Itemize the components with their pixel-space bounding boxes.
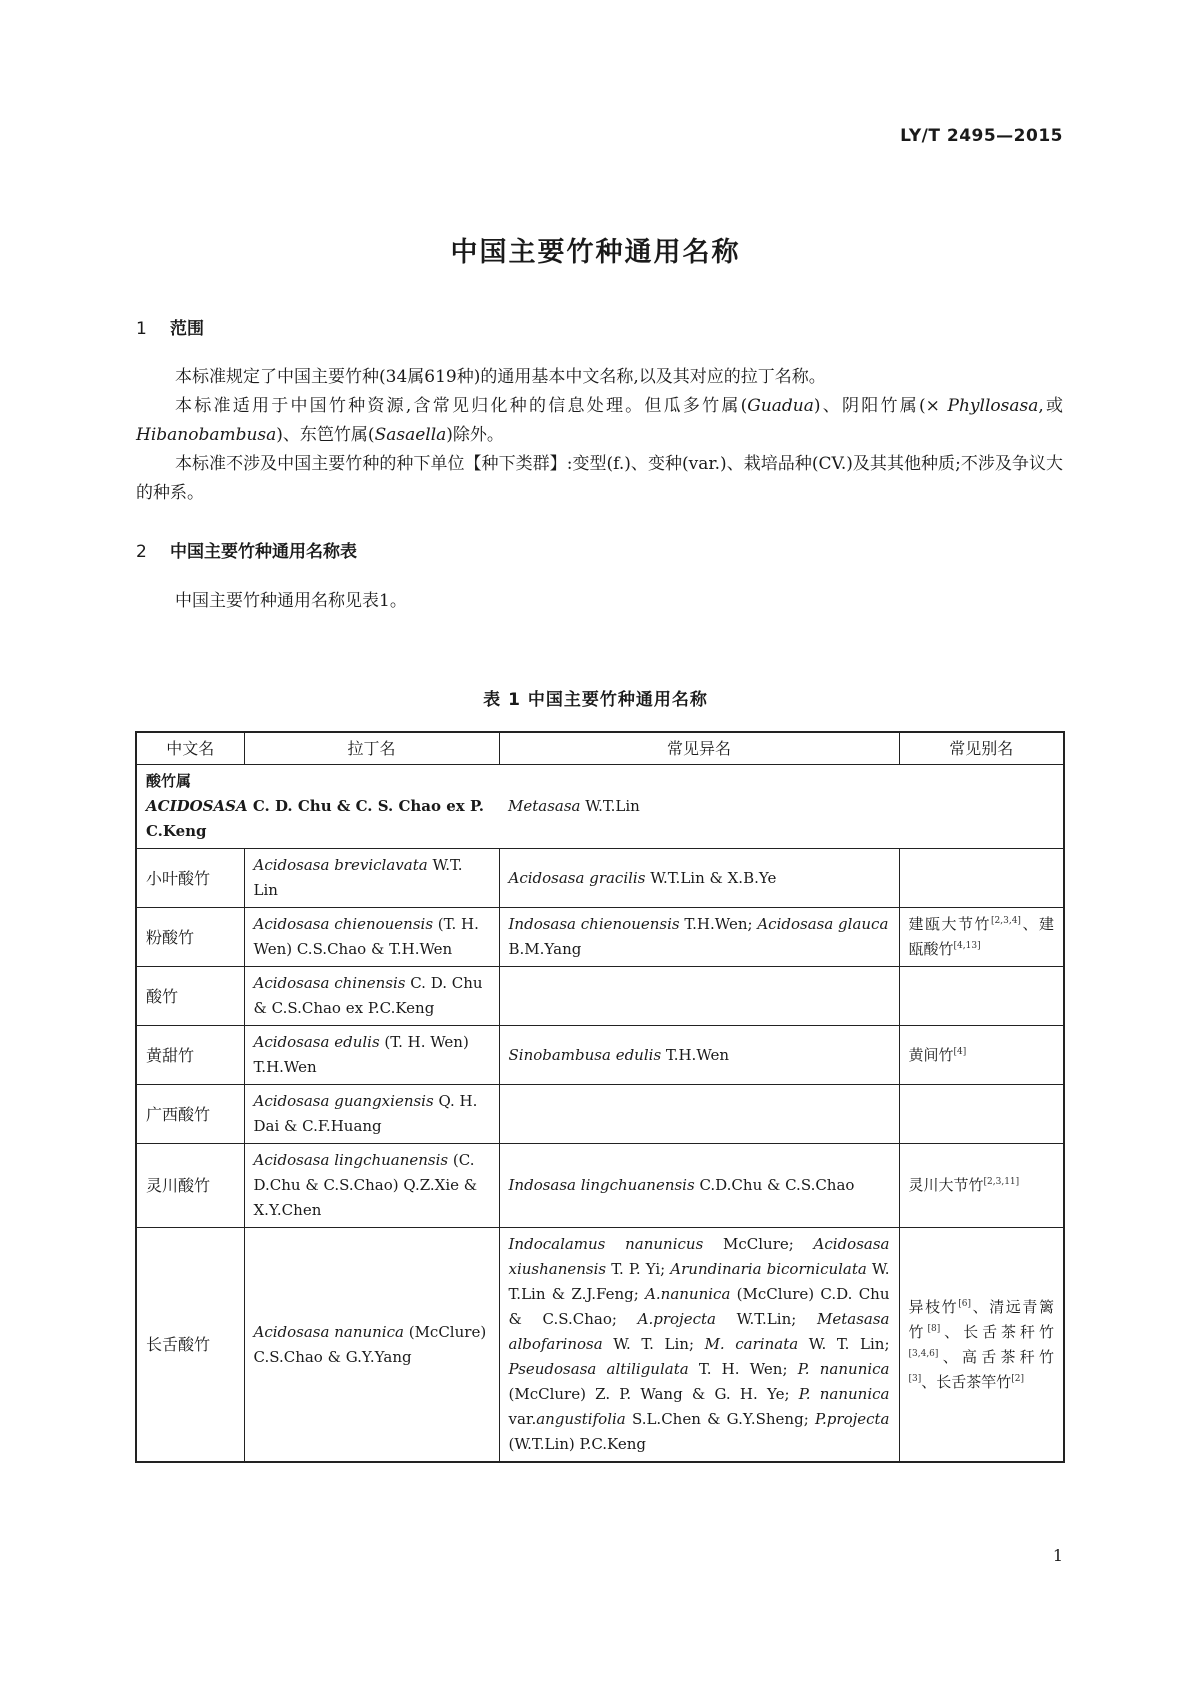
alias-separator: 、 <box>1020 915 1039 933</box>
section-number: 2 <box>136 542 147 562</box>
latin-species-name: Acidosasa lingchuanensis <box>253 1151 449 1169</box>
species-row <box>136 849 1064 908</box>
genus-synonym-cell <box>499 765 1064 849</box>
aliases-cell <box>899 908 1064 967</box>
latin-species-name: Acidosasa nanunica <box>253 1322 404 1341</box>
synonym-author: (W.T.Lin) P.C.Keng <box>508 1435 646 1453</box>
latin-author: W.T. Lin <box>253 856 463 899</box>
chinese-name-cell: 小叶酸竹 <box>136 849 244 908</box>
section-heading-table <box>136 537 357 562</box>
citation-ref: [2] <box>1011 1373 1025 1384</box>
alias-separator: 、 <box>938 1347 962 1366</box>
genus-name: Sasaella <box>374 425 447 445</box>
chinese-name-cell: 灵川酸竹 <box>136 1144 244 1228</box>
aliases-cell <box>899 1144 1064 1228</box>
latin-species-name: Acidosasa breviclavata <box>253 856 428 874</box>
page-title: 中国主要竹种通用名称 <box>450 237 741 268</box>
alias-name: 高舌茶秆竹 <box>961 1347 1054 1366</box>
synonym-author: (McClure) C.D. Chu & C.S.Chao; <box>508 1285 890 1328</box>
citation-ref: [3,4,6] <box>908 1348 939 1359</box>
citation-ref: [2,3,11] <box>983 1177 1020 1187</box>
synonyms-cell <box>499 849 899 908</box>
alias-separator: 、 <box>971 1297 990 1316</box>
alias-separator: 、 <box>940 1322 964 1341</box>
synonym-author: T. H. Wen; <box>688 1360 798 1378</box>
column-header-aliases: 常见别名 <box>899 732 1064 765</box>
latin-author: (C. D.Chu & C.S.Chao) Q.Z.Xie & X.Y.Chen <box>253 1151 478 1219</box>
synonym-author: (McClure) Z. P. Wang & G. H. Ye; <box>508 1385 799 1403</box>
synonym-name: P. nanunica <box>797 1360 890 1378</box>
genus-latin-genus: ACIDOSASA <box>146 797 248 815</box>
latin-name-cell <box>244 1085 499 1144</box>
synonym-name: Sinobambusa edulis <box>508 1045 662 1064</box>
species-row <box>136 908 1064 967</box>
aliases-cell <box>899 967 1064 1026</box>
section-number: 1 <box>136 319 147 339</box>
chinese-name-cell: 广西酸竹 <box>136 1085 244 1144</box>
genus-synonym-author: W.T.Lin <box>580 797 640 815</box>
citation-ref: [3] <box>908 1373 922 1384</box>
latin-author: C. D. Chu & C.S.Chao ex P.C.Keng <box>253 974 483 1017</box>
synonym-name: A.projecta <box>637 1310 716 1328</box>
genus-latin-name <box>146 794 490 844</box>
scope-paragraph-1: 本标准规定了中国主要竹种(34属619种)的通用基本中文名称,以及其对应的拉丁名称。 <box>175 367 826 387</box>
text-span: )除外。 <box>446 425 504 445</box>
synonym-name: Indosasa chienouensis <box>508 915 680 933</box>
species-row <box>136 1228 1064 1463</box>
synonyms-cell <box>499 908 899 967</box>
genus-cell <box>136 765 499 849</box>
aliases-cell <box>899 849 1064 908</box>
section-heading-scope <box>136 314 204 339</box>
column-header-synonyms: 常见异名 <box>499 732 899 765</box>
latin-species-name: Acidosasa chienouensis <box>253 915 434 933</box>
genus-name: Phyllosasa <box>947 396 1039 416</box>
citation-ref: [2,3,4] <box>991 916 1021 926</box>
alias-name: 异枝竹 <box>908 1297 959 1316</box>
alias-name: 长舌茶秆竹 <box>963 1322 1054 1341</box>
scope-paragraph-3: 本标准不涉及中国主要竹种的种下单位【种下类群】:变型(f.)、变种(var.)、栽培品种(CV.)及其其他种质;不涉及争议大的种系。 <box>136 454 1063 503</box>
latin-name-cell <box>244 1228 499 1463</box>
latin-name-cell <box>244 849 499 908</box>
synonym-author: B.M.Yang <box>508 940 582 958</box>
latin-species-name: Acidosasa chinensis <box>253 974 406 992</box>
citation-ref: [4,13] <box>953 941 981 951</box>
latin-species-name: Acidosasa guangxiensis <box>253 1092 434 1110</box>
latin-name-cell <box>244 967 499 1026</box>
alias-name: 灵川大节竹 <box>908 1176 984 1194</box>
table-caption: 表 1 中国主要竹种通用名称 <box>483 690 708 710</box>
genus-name: Guadua <box>747 396 814 416</box>
alias-separator: 、 <box>921 1372 937 1391</box>
aliases-cell <box>899 1026 1064 1085</box>
genus-name: Hibanobambusa <box>136 425 277 445</box>
synonym-name: Indocalamus nanunicus <box>508 1235 704 1253</box>
page-number: 1 <box>1052 1546 1063 1565</box>
synonym-name: P. nanunica <box>798 1385 890 1403</box>
latin-author: (McClure) C.S.Chao & G.Y.Yang <box>253 1322 487 1366</box>
synonym-name: Arundinaria bicorniculata <box>670 1260 867 1278</box>
synonyms-cell <box>499 1026 899 1085</box>
synonym-author: W. T. Lin; <box>602 1335 705 1353</box>
synonym-author: McClure; <box>703 1235 814 1253</box>
text-span: )、东笆竹属( <box>276 425 375 445</box>
alias-name: 清远青篱竹 <box>908 1297 1054 1341</box>
chinese-name-cell: 粉酸竹 <box>136 908 244 967</box>
alias-name: 长舌茶竿竹 <box>936 1372 1012 1391</box>
synonym-name: Pseudosasa altiligulata <box>508 1360 689 1378</box>
table-header-row <box>136 732 1064 765</box>
latin-author: (T. H. Wen) C.S.Chao & T.H.Wen <box>253 915 479 958</box>
synonym-name: P.projecta <box>814 1410 890 1428</box>
latin-name-cell <box>244 1026 499 1085</box>
genus-latin-author: C. D. Chu & C. S. Chao ex P. C.Keng <box>146 797 484 840</box>
section-title: 范围 <box>170 319 204 339</box>
alias-name: 建瓯大节竹 <box>908 915 992 933</box>
latin-author: (T. H. Wen) T.H.Wen <box>253 1033 469 1076</box>
synonym-author: S.L.Chen & G.Y.Sheng; <box>625 1410 815 1428</box>
species-row <box>136 967 1064 1026</box>
species-row <box>136 1026 1064 1085</box>
synonym-name: Acidosasa gracilis <box>508 868 646 887</box>
genus-chinese-name: 酸竹属 <box>146 772 192 790</box>
synonym-author: var. <box>508 1410 537 1428</box>
chinese-name-cell: 酸竹 <box>136 967 244 1026</box>
synonym-author: T.H.Wen <box>661 1045 730 1064</box>
aliases-cell <box>899 1085 1064 1144</box>
latin-name-cell <box>244 1144 499 1228</box>
synonym-name: angustifolia <box>536 1410 626 1428</box>
scope-paragraph-2 <box>136 392 1063 450</box>
standard-code: LY/T 2495—2015 <box>900 126 1063 146</box>
citation-ref: [4] <box>953 1046 967 1057</box>
section-title: 中国主要竹种通用名称表 <box>170 542 357 562</box>
synonym-name: Acidosasa glauca <box>757 915 889 933</box>
synonym-name: Acidosasa xiushanensis <box>508 1235 890 1278</box>
synonym-name: Metasasa albofarinosa <box>508 1310 890 1353</box>
synonym-author: T.H.Wen; <box>679 915 758 933</box>
column-header-chinese: 中文名 <box>136 732 244 765</box>
synonyms-cell <box>499 1085 899 1144</box>
text-span: 本标准适用于中国竹种资源,含常见归化种的信息处理。但瓜多竹属( <box>175 396 748 416</box>
synonym-author: C.D.Chu & C.S.Chao <box>694 1176 855 1194</box>
aliases-cell <box>899 1228 1064 1463</box>
synonyms-cell <box>499 1228 899 1463</box>
column-header-latin: 拉丁名 <box>244 732 499 765</box>
synonym-author: W.T.Lin & X.B.Ye <box>645 868 777 887</box>
synonym-author: T. P. Yi; <box>606 1260 671 1278</box>
synonyms-cell <box>499 967 899 1026</box>
synonyms-cell <box>499 1144 899 1228</box>
bamboo-names-table <box>135 731 1065 1463</box>
synonym-name: M. carinata <box>704 1335 799 1353</box>
chinese-name-cell: 黄甜竹 <box>136 1026 244 1085</box>
text-span: ,或 <box>1038 396 1063 416</box>
synonym-name: A.nanunica <box>645 1285 731 1303</box>
citation-ref: [8] <box>927 1323 941 1334</box>
synonym-name: Indosasa lingchuanensis <box>508 1176 695 1194</box>
synonym-author: W. T.Lin & Z.J.Feng; <box>508 1260 890 1303</box>
species-row <box>136 1144 1064 1228</box>
alias-name: 黄间竹 <box>908 1045 954 1064</box>
citation-ref: [6] <box>958 1298 972 1309</box>
synonym-author: W. T. Lin; <box>798 1335 890 1353</box>
chinese-name-cell: 长舌酸竹 <box>136 1228 244 1463</box>
genus-row <box>136 765 1064 849</box>
text-span: )、阴阳竹属(× <box>813 396 948 416</box>
table-reference-paragraph: 中国主要竹种通用名称见表1。 <box>175 591 407 611</box>
genus-synonym-name: Metasasa <box>508 797 581 815</box>
latin-name-cell <box>244 908 499 967</box>
alias-name: 建瓯酸竹 <box>908 915 1054 958</box>
species-row <box>136 1085 1064 1144</box>
latin-species-name: Acidosasa edulis <box>253 1033 380 1051</box>
latin-author: Q. H. Dai & C.F.Huang <box>253 1092 478 1135</box>
synonym-author: W.T.Lin; <box>715 1310 817 1328</box>
